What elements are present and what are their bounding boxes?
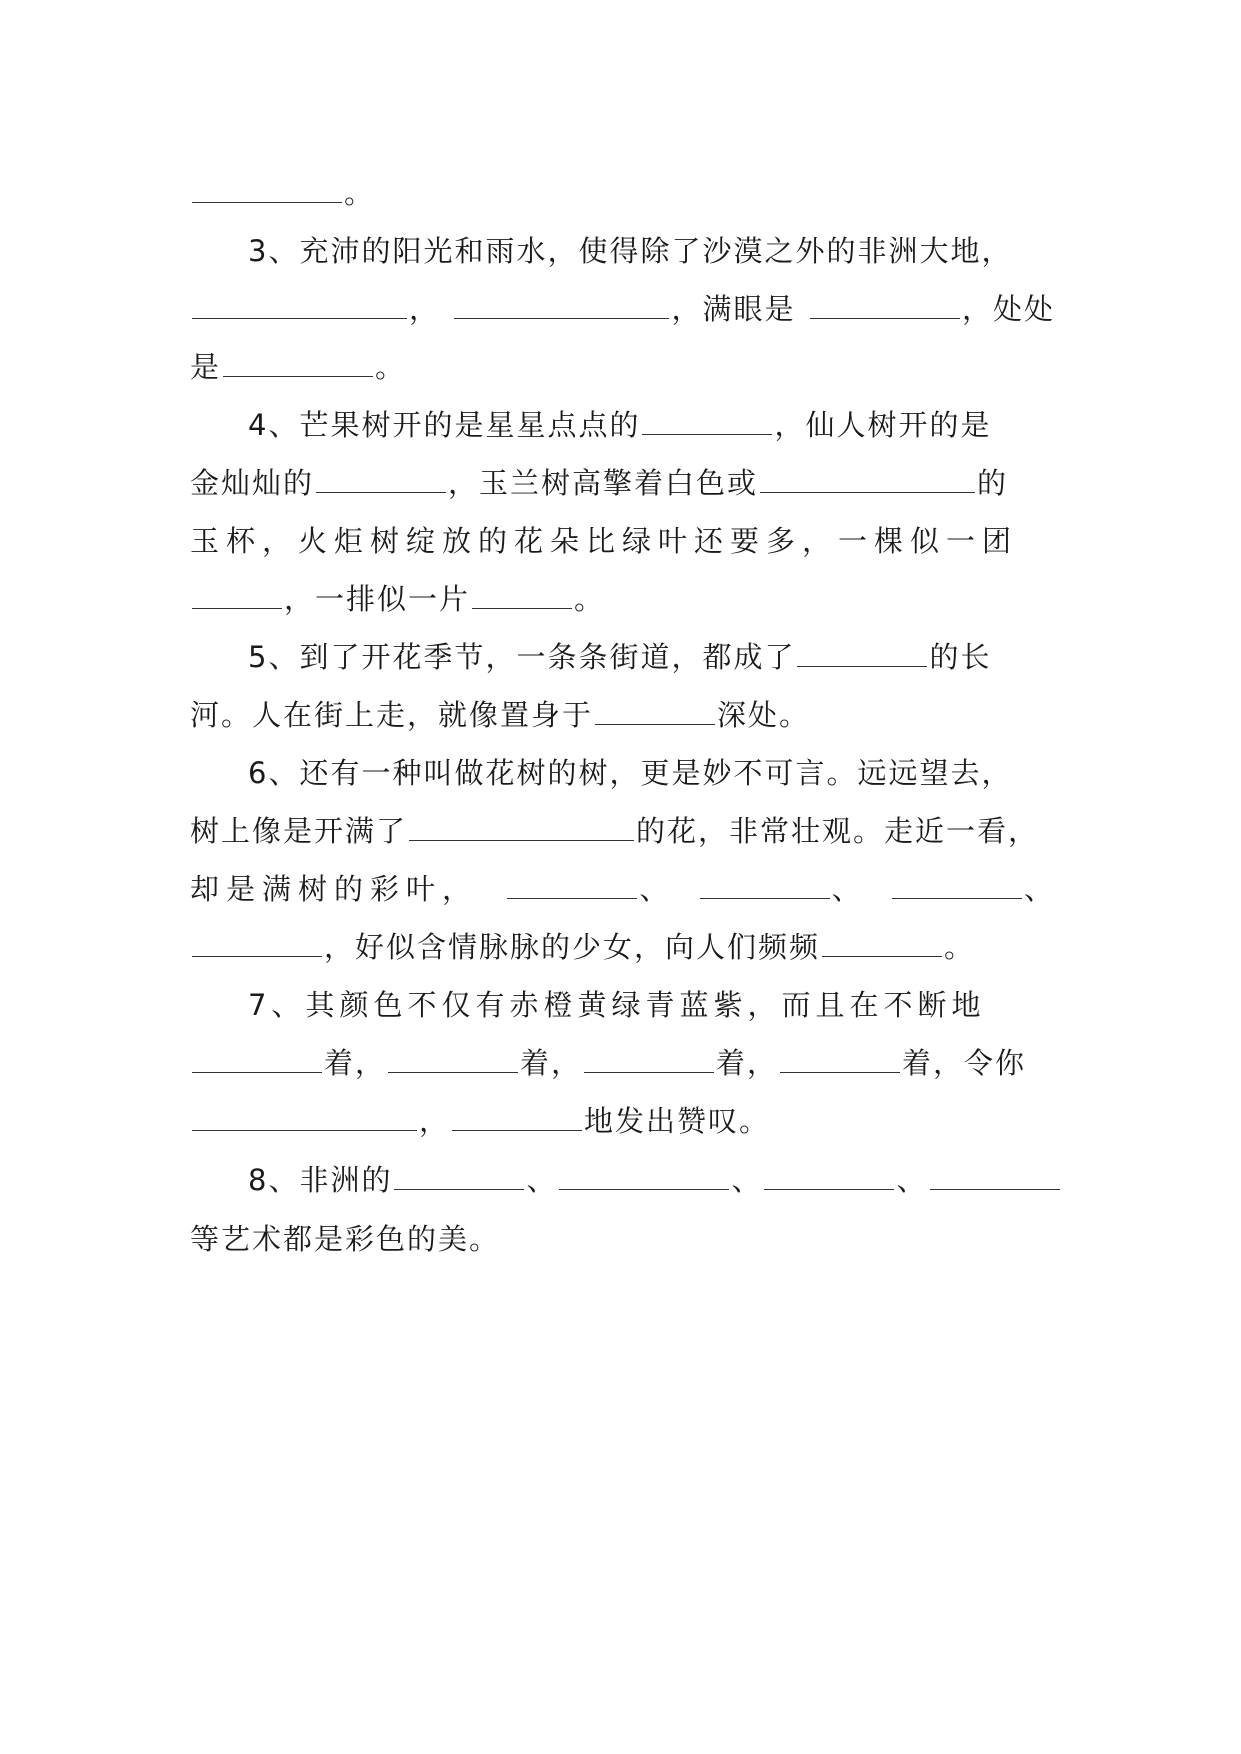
answer-blank[interactable] [930,1159,1060,1190]
text-span: 、 [831,872,863,906]
text-span: 7、其颜色不仅有赤橙黄绿青蓝紫，而且在不断地 [248,988,986,1022]
answer-blank[interactable] [192,578,282,609]
text-span: 4、芒果树开的是星星点点的 [248,408,641,442]
answer-blank[interactable] [409,810,634,841]
text-span: 、 [526,1163,558,1197]
answer-blank[interactable] [764,1159,894,1190]
answer-blank[interactable] [394,1159,524,1190]
answer-blank[interactable] [810,288,960,319]
text-span: ，处处 [961,292,1055,326]
answer-blank[interactable] [454,288,669,319]
text-span: 金灿灿的 [190,466,315,500]
answer-blank[interactable] [700,868,830,899]
answer-blank[interactable] [797,636,927,667]
answer-blank[interactable] [316,462,446,493]
answer-blank[interactable] [223,346,373,377]
answer-blank[interactable] [388,1042,518,1073]
text-span: 着， [716,1046,779,1080]
answer-blank[interactable] [595,694,715,725]
text-span: 。 [944,930,976,964]
text-span: 的花，非常壮观。走近一看， [636,814,1040,848]
text-span: 地发出赞叹。 [584,1104,771,1138]
answer-blank[interactable] [192,1042,322,1073]
text-span: 3、充沛的阳光和雨水，使得除了沙漠之外的非洲大地， [248,234,1013,268]
text-span: 。 [574,582,606,616]
question-8-line-1 [190,1150,1055,1210]
text-span: 6、还有一种叫做花树的树，更是妙不可言。远远望去， [248,756,1013,790]
text-span: 的长 [929,640,992,674]
text-span: 河。人在街上走，就像置身于 [190,698,594,732]
question-4-line-4 [190,570,1055,628]
continuation-line [190,164,1055,222]
text-span: 深处。 [717,698,811,732]
question-4-line-3 [190,512,1055,570]
text-span: ，玉兰树高擎着白色或 [448,466,759,500]
answer-blank[interactable] [192,172,342,203]
answer-blank[interactable] [507,868,637,899]
text-span: ，好似含情脉脉的少女，向人们频频 [324,930,821,964]
text-span: 树上像是开满了 [190,814,408,848]
text-span: 着， [520,1046,583,1080]
text-span: 。 [344,176,376,210]
question-8-line-2 [190,1210,1055,1268]
text-span: ，满眼是 [671,292,796,326]
text-span: 5、到了开花季节，一条条街道，都成了 [248,640,796,674]
text-span: 、 [896,1163,928,1197]
text-span: 、 [731,1163,763,1197]
answer-blank[interactable] [452,1100,582,1131]
text-span: ，一排似一片 [284,582,471,616]
answer-blank[interactable] [192,288,407,319]
question-3-line-2 [190,280,1055,338]
text-span: 、 [1023,872,1055,906]
answer-blank[interactable] [760,462,975,493]
question-7-line-2 [190,1034,1055,1092]
text-span: 等艺术都是彩色的美。 [190,1222,501,1256]
answer-blank[interactable] [192,1100,417,1131]
question-7-line-1 [190,976,1055,1034]
question-6-line-2 [190,802,1055,860]
answer-blank[interactable] [892,868,1022,899]
text-span: ，仙人树开的是 [774,408,992,442]
question-6-line-4 [190,918,1055,976]
text-span: 8、非洲的 [248,1163,393,1197]
text-span: 、 [639,872,671,906]
text-span: 的 [977,466,1009,500]
answer-blank[interactable] [192,926,322,957]
answer-blank[interactable] [780,1042,900,1073]
question-4-line-1 [190,396,1055,454]
question-6-line-3 [190,860,1055,918]
question-6-line-1 [190,744,1055,802]
text-span: ， [419,1104,451,1138]
question-3-line-1 [190,222,1055,280]
text-span: ， [409,292,441,326]
question-5-line-2 [190,686,1055,744]
question-5-line-1 [190,628,1055,686]
answer-blank[interactable] [584,1042,714,1073]
text-span: 是 [190,350,222,384]
question-4-line-2 [190,454,1055,512]
answer-blank[interactable] [822,926,942,957]
text-span: 着，令你 [902,1046,1027,1080]
worksheet-content [190,164,1055,1268]
text-span: 着， [324,1046,387,1080]
answer-blank[interactable] [559,1159,729,1190]
text-span: 玉杯，火炬树绽放的花朵比绿叶还要多，一棵似一团 [190,524,1019,558]
text-span: 。 [375,350,407,384]
text-span: 却是满树的彩叶， [190,872,479,906]
question-7-line-3 [190,1092,1055,1150]
answer-blank[interactable] [472,578,572,609]
question-3-line-3 [190,338,1055,396]
answer-blank[interactable] [642,404,772,435]
